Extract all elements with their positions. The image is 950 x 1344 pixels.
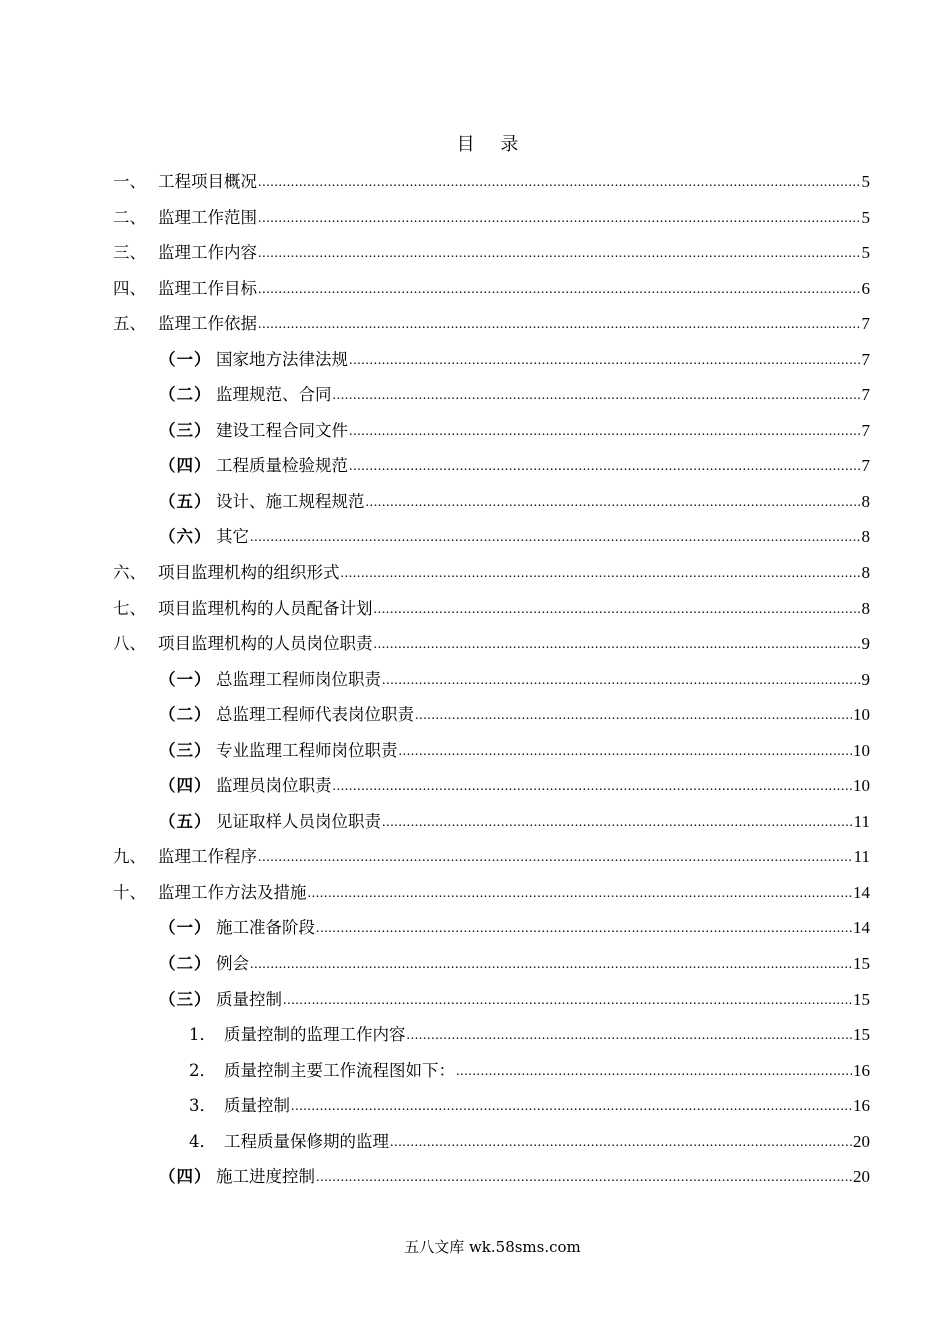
toc-entry-page: 14 bbox=[853, 882, 870, 902]
toc-entry[interactable] bbox=[113, 312, 870, 348]
toc-leader-dots bbox=[349, 420, 861, 444]
toc-entry-title: 工程质量保修期的监理 bbox=[224, 1131, 389, 1151]
toc-entry-title: 监理工作方法及措施 bbox=[158, 882, 307, 902]
toc-entry[interactable] bbox=[113, 383, 870, 419]
toc-entry[interactable] bbox=[113, 597, 870, 633]
toc-entry-page: 7 bbox=[861, 314, 870, 334]
toc-entry-number: （五） bbox=[159, 811, 212, 831]
toc-entry-page: 14 bbox=[853, 918, 870, 938]
toc-entry[interactable] bbox=[113, 739, 870, 775]
toc-leader-dots bbox=[316, 917, 852, 941]
toc-entry-page: 8 bbox=[861, 563, 870, 583]
toc-entry[interactable] bbox=[113, 170, 870, 206]
toc-leader-dots bbox=[258, 207, 861, 231]
toc-entry-title: 监理员岗位职责 bbox=[216, 776, 332, 796]
toc-leader-dots bbox=[291, 1095, 852, 1119]
toc-leader-dots bbox=[258, 846, 853, 870]
toc-leader-dots bbox=[283, 989, 852, 1013]
toc-entry[interactable] bbox=[113, 1023, 870, 1059]
toc-entry-title: 项目监理机构的人员配备计划 bbox=[158, 598, 373, 618]
toc-entry-title: 设计、施工规程规范 bbox=[216, 491, 365, 511]
toc-leader-dots bbox=[407, 1024, 853, 1048]
toc-entry-number: 3． bbox=[189, 1096, 216, 1116]
toc-entry-number: 2． bbox=[189, 1060, 216, 1080]
toc-entry-title: 质量控制的监理工作内容 bbox=[224, 1025, 406, 1045]
toc-leader-dots bbox=[333, 384, 861, 408]
toc-entry[interactable] bbox=[113, 988, 870, 1024]
toc-entry-page: 11 bbox=[853, 811, 870, 831]
toc-entry-number: （一） bbox=[159, 918, 212, 938]
toc-entry-number: （五） bbox=[159, 491, 212, 511]
toc-entry-title: 监理规范、合同 bbox=[216, 385, 332, 405]
toc-entry[interactable] bbox=[113, 881, 870, 917]
toc-entry[interactable] bbox=[113, 1165, 870, 1201]
toc-entry[interactable] bbox=[113, 774, 870, 810]
toc-entry[interactable] bbox=[113, 561, 870, 597]
toc-entry-page: 9 bbox=[861, 634, 870, 654]
toc-entry-number: 1． bbox=[189, 1025, 216, 1045]
toc-entry-number: 五、 bbox=[113, 314, 146, 334]
toc-entry-page: 7 bbox=[861, 420, 870, 440]
toc-entry-page: 10 bbox=[853, 740, 870, 760]
toc-leader-dots bbox=[415, 704, 852, 728]
toc-entry[interactable] bbox=[113, 1094, 870, 1130]
toc-entry-number: （二） bbox=[159, 705, 212, 725]
toc-entry-number: （一） bbox=[159, 349, 212, 369]
toc-entry-page: 7 bbox=[861, 349, 870, 369]
toc-leader-dots bbox=[374, 598, 861, 622]
toc-entry-number: 七、 bbox=[113, 598, 146, 618]
toc-entry-title: 质量控制 bbox=[224, 1096, 290, 1116]
toc-leader-dots bbox=[308, 882, 853, 906]
toc-entry-title: 工程质量检验规范 bbox=[216, 456, 348, 476]
toc-entry-page: 5 bbox=[861, 207, 870, 227]
toc-entry-title: 见证取样人员岗位职责 bbox=[216, 811, 381, 831]
page-title: 目 录 bbox=[456, 134, 529, 155]
toc-leader-dots bbox=[258, 278, 861, 302]
toc-leader-dots bbox=[250, 526, 861, 550]
toc-entry-title: 监理工作范围 bbox=[158, 207, 257, 227]
toc-entry-title: 建设工程合同文件 bbox=[216, 420, 348, 440]
toc-entry-number: （三） bbox=[159, 740, 212, 760]
toc-entry[interactable] bbox=[113, 703, 870, 739]
toc-entry-number: 六、 bbox=[113, 563, 146, 583]
toc-entry-title: 例会 bbox=[216, 954, 249, 974]
toc-leader-dots bbox=[316, 1166, 852, 1190]
toc-entry-number: 八、 bbox=[113, 634, 146, 654]
toc-entry[interactable] bbox=[113, 1130, 870, 1166]
toc-entry-number: （四） bbox=[159, 776, 212, 796]
toc-entry-title: 监理工作目标 bbox=[158, 278, 257, 298]
toc-entry-number: （三） bbox=[159, 989, 212, 1009]
toc-leader-dots bbox=[250, 953, 852, 977]
toc-leader-dots bbox=[333, 775, 853, 799]
toc-entry-title: 总监理工程师岗位职责 bbox=[216, 669, 381, 689]
toc-entry[interactable] bbox=[113, 348, 870, 384]
toc-leader-dots bbox=[456, 1060, 852, 1084]
toc-entry-number: 4． bbox=[189, 1131, 216, 1151]
toc-entry-page: 15 bbox=[853, 1025, 870, 1045]
toc-entry-page: 7 bbox=[861, 456, 870, 476]
toc-entry[interactable] bbox=[113, 490, 870, 526]
toc-entry[interactable] bbox=[113, 916, 870, 952]
toc-entry-page: 10 bbox=[853, 776, 870, 796]
toc-entry-number: 三、 bbox=[113, 243, 146, 263]
toc-leader-dots bbox=[341, 562, 861, 586]
toc-entry-title: 项目监理机构的人员岗位职责 bbox=[158, 634, 373, 654]
toc-entry[interactable] bbox=[113, 845, 870, 881]
toc-entry-page: 6 bbox=[861, 278, 870, 298]
toc-entry-number: 一、 bbox=[113, 172, 146, 191]
toc-entry-number: （三） bbox=[159, 420, 212, 440]
toc-entry-title: 其它 bbox=[216, 527, 249, 547]
toc-leader-dots bbox=[382, 811, 853, 835]
toc-entry-title: 质量控制 bbox=[216, 989, 282, 1009]
toc-entry-title: 质量控制主要工作流程图如下： bbox=[224, 1060, 455, 1080]
toc-entry-title: 项目监理机构的组织形式 bbox=[158, 563, 340, 583]
toc-leader-dots bbox=[382, 669, 861, 693]
toc-entry-page: 20 bbox=[853, 1131, 870, 1151]
toc-entry-page: 10 bbox=[853, 705, 870, 725]
toc-entry-number: 九、 bbox=[113, 847, 146, 867]
toc-leader-dots bbox=[258, 171, 861, 195]
toc-entry-title: 总监理工程师代表岗位职责 bbox=[216, 705, 414, 725]
toc-entry-page: 20 bbox=[853, 1167, 870, 1187]
toc-leader-dots bbox=[399, 740, 853, 764]
toc-entry-page: 16 bbox=[853, 1096, 870, 1116]
toc-leader-dots bbox=[258, 313, 861, 337]
toc-entry-number: （六） bbox=[159, 527, 212, 547]
toc-entry-page: 7 bbox=[861, 385, 870, 405]
toc-entry-number: 四、 bbox=[113, 278, 146, 298]
toc-entry-title: 国家地方法律法规 bbox=[216, 349, 348, 369]
toc-entry-title: 监理工作依据 bbox=[158, 314, 257, 334]
toc-entry-page: 5 bbox=[861, 243, 870, 263]
toc-entry[interactable] bbox=[113, 454, 870, 490]
toc-leader-dots bbox=[374, 633, 861, 657]
toc-entry-page: 15 bbox=[853, 954, 870, 974]
toc-entry-page: 8 bbox=[861, 491, 870, 511]
toc-entry[interactable] bbox=[113, 525, 870, 561]
toc-entry-title: 施工进度控制 bbox=[216, 1167, 315, 1187]
toc-entry[interactable] bbox=[113, 419, 870, 455]
toc-entry-page: 8 bbox=[861, 598, 870, 618]
toc-entry-number: （二） bbox=[159, 385, 212, 405]
toc-entry[interactable] bbox=[113, 952, 870, 988]
toc-entry[interactable] bbox=[113, 1059, 870, 1095]
toc-entry-title: 施工准备阶段 bbox=[216, 918, 315, 938]
toc-leader-dots bbox=[349, 349, 861, 373]
toc-entry[interactable] bbox=[113, 632, 870, 668]
toc-leader-dots bbox=[258, 242, 861, 266]
toc-entry-number: （一） bbox=[159, 669, 212, 689]
table-of-contents bbox=[113, 170, 870, 1201]
toc-entry-number: 十、 bbox=[113, 882, 146, 902]
toc-entry-title: 监理工作内容 bbox=[158, 243, 257, 263]
toc-entry-page: 9 bbox=[861, 669, 870, 689]
toc-leader-dots bbox=[366, 491, 861, 515]
toc-entry[interactable] bbox=[113, 206, 870, 242]
toc-entry-title: 工程项目概况 bbox=[158, 172, 257, 191]
toc-entry-page: 5 bbox=[861, 172, 870, 191]
toc-entry[interactable] bbox=[113, 668, 870, 704]
toc-entry-title: 专业监理工程师岗位职责 bbox=[216, 740, 398, 760]
toc-entry[interactable] bbox=[113, 241, 870, 277]
toc-entry-page: 16 bbox=[853, 1060, 870, 1080]
toc-leader-dots bbox=[349, 455, 861, 479]
toc-entry-number: （四） bbox=[159, 456, 212, 476]
toc-entry-page: 8 bbox=[861, 527, 870, 547]
page-footer: 五八文库 wk.58sms.com bbox=[404, 1238, 581, 1256]
toc-entry-number: （四） bbox=[159, 1167, 212, 1187]
toc-entry-title: 监理工作程序 bbox=[158, 847, 257, 867]
toc-entry-page: 15 bbox=[853, 989, 870, 1009]
toc-entry-number: （二） bbox=[159, 954, 212, 974]
toc-entry[interactable] bbox=[113, 810, 870, 846]
toc-entry[interactable] bbox=[113, 277, 870, 313]
toc-entry-page: 11 bbox=[853, 847, 870, 867]
toc-leader-dots bbox=[390, 1131, 852, 1155]
toc-entry-number: 二、 bbox=[113, 207, 146, 227]
